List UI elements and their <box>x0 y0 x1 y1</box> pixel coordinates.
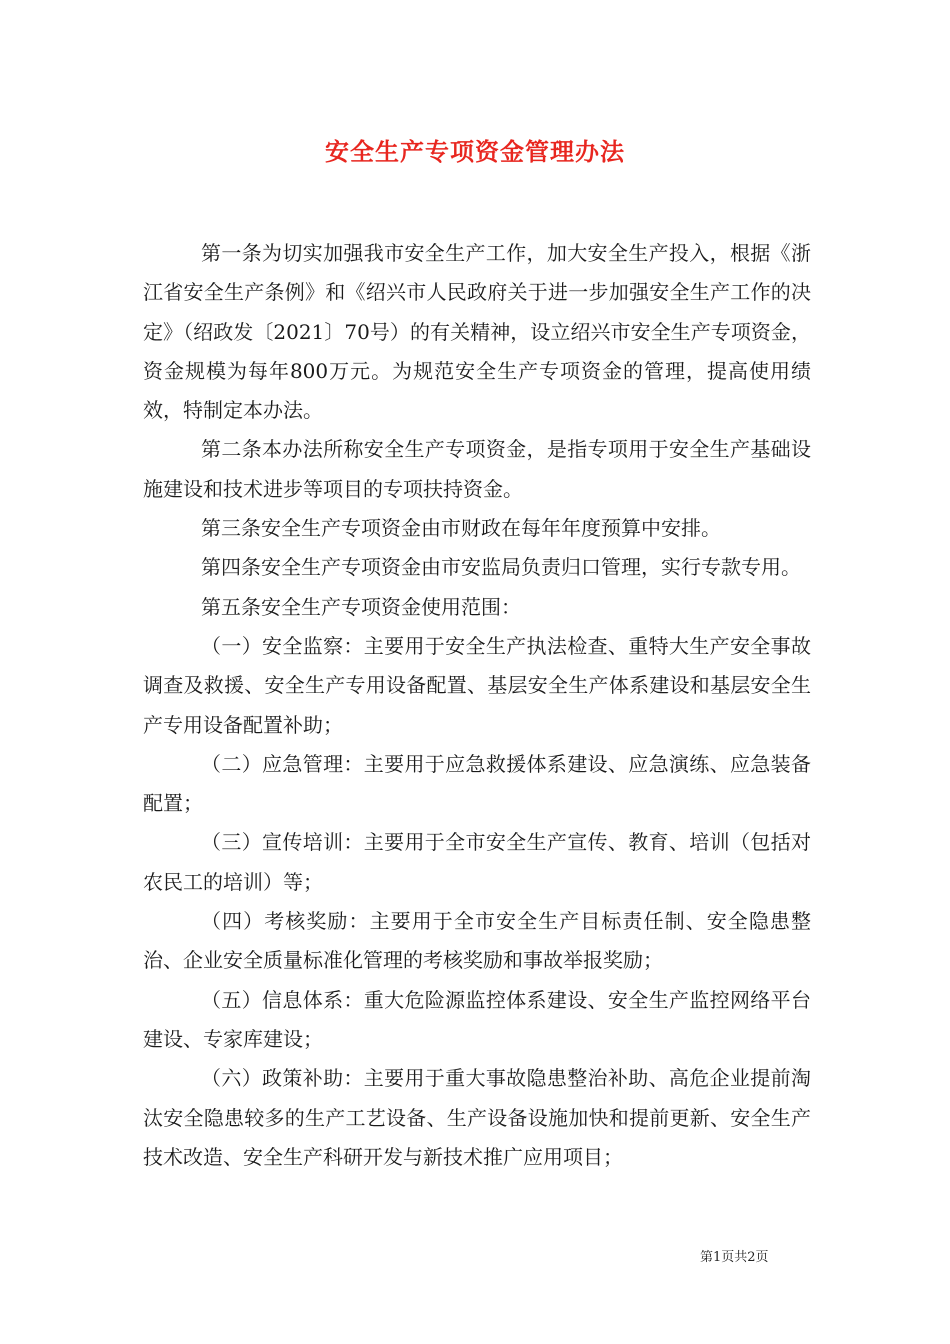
document-title: 安全生产专项资金管理办法 <box>325 137 625 166</box>
document-body <box>143 234 811 1177</box>
paragraph-article-2: 第二条本办法所称安全生产专项资金，是指专项用于安全生产基础设施建设和技术进步等项目的专项扶持资金。 <box>143 437 811 501</box>
paragraph-item-2: （二）应急管理：主要用于应急救援体系建设、应急演练、应急装备配置； <box>143 751 811 816</box>
paragraph-item-3: （三）宣传培训：主要用于全市安全生产宣传、教育、培训（包括对农民工的培训）等； <box>143 830 811 894</box>
paragraph-article-5: 第五条安全生产专项资金使用范围： <box>201 594 521 619</box>
paragraph-item-4: （四）考核奖励：主要用于全市安全生产目标责任制、安全隐患整治、企业安全质量标准化管理的考核奖励和事故举报奖励； <box>143 909 811 973</box>
paragraph-item-1: （一）安全监察：主要用于安全生产执法检查、重特大生产安全事故调查及救援、安全生产专用设备配置、基层安全生产体系建设和基层安全生产专用设备配置补助； <box>143 633 811 737</box>
paragraph-item-6: （六）政策补助：主要用于重大事故隐患整治补助、高危企业提前淘汰安全隐患较多的生产工艺设备、生产设备设施加快和提前更新、安全生产技术改造、安全生产科研开发与新技术推广应用项目； <box>143 1066 811 1169</box>
paragraph-article-4: 第四条安全生产专项资金由市安监局负责归口管理，实行专款专用。 <box>201 555 801 580</box>
paragraph-item-5: （五）信息体系：重大危险源监控体系建设、安全生产监控网络平台建设、专家库建设； <box>143 987 811 1051</box>
page-number: 第1页共2页 <box>700 1250 769 1265</box>
paragraph-article-3: 第三条安全生产专项资金由市财政在每年年度预算中安排。 <box>201 516 721 541</box>
paragraph-article-1: 第一条为切实加强我市安全生产工作，加大安全生产投入，根据《浙江省安全生产条例》和《绍兴市人民政府关于进一步加强安全生产工作的决定》（绍政发〔2021〕70号）的有关精神，设立绍兴市安全生产专项资金，资金规模为每年800万元。为规范安全生产专项资金的管理，提高使用绩效，特制定本办法。 <box>143 241 811 423</box>
